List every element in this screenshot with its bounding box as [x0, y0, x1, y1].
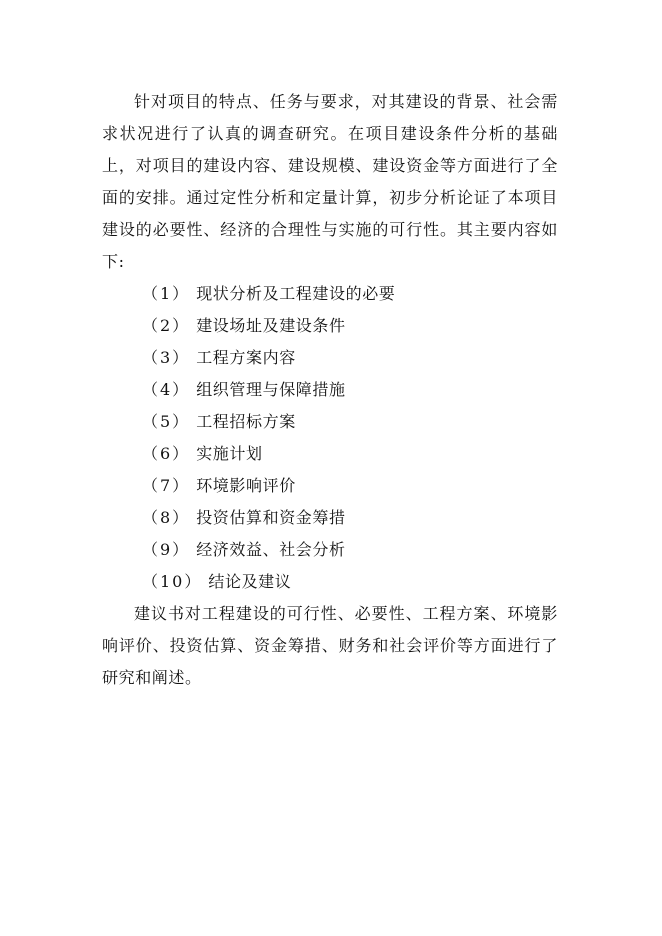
closing-paragraph: 建议书对工程建设的可行性、必要性、工程方案、环境影响评价、投资估算、资金筹措、财务和社会评价等方面进行了研究和阐述。 — [102, 604, 558, 687]
document-body — [102, 86, 558, 694]
list-item — [102, 310, 558, 342]
list-item-number: （5） — [142, 412, 191, 431]
list-item-number: （3） — [142, 348, 191, 367]
list-item-text: 组织管理与保障措施 — [196, 380, 346, 399]
list-item-number: （6） — [142, 444, 191, 463]
list-item — [102, 406, 558, 438]
list-item — [102, 566, 558, 598]
list-item-number: （10） — [142, 572, 203, 591]
list-item-text: 环境影响评价 — [196, 476, 296, 495]
content-list — [102, 278, 558, 598]
list-item-text: 实施计划 — [196, 444, 263, 463]
list-item — [102, 374, 558, 406]
list-item-text: 结论及建议 — [208, 572, 292, 591]
list-item-number: （2） — [142, 316, 191, 335]
list-item — [102, 278, 558, 310]
list-item-number: （7） — [142, 476, 191, 495]
list-item-text: 经济效益、社会分析 — [196, 540, 346, 559]
list-item — [102, 438, 558, 470]
list-item-number: （8） — [142, 508, 191, 527]
list-item-text: 工程方案内容 — [196, 348, 296, 367]
list-item-text: 投资估算和资金筹措 — [196, 508, 346, 527]
list-item-text: 现状分析及工程建设的必要 — [196, 284, 396, 303]
list-item — [102, 470, 558, 502]
list-item — [102, 534, 558, 566]
list-item-number: （1） — [142, 284, 191, 303]
list-item — [102, 342, 558, 374]
intro-paragraph: 针对项目的特点、任务与要求，对其建设的背景、社会需求状况进行了认真的调查研究。在项目建设条件分析的基础上，对项目的建设内容、建设规模、建设资金等方面进行了全面的安排。通过定性分析和定量计算，初步分析论证了本项目建设的必要性、经济的合理性与实施的可行性。其主要内容如下: — [102, 92, 558, 271]
list-item-number: （4） — [142, 380, 191, 399]
list-item-text: 工程招标方案 — [196, 412, 296, 431]
list-item — [102, 502, 558, 534]
list-item-number: （9） — [142, 540, 191, 559]
list-item-text: 建设场址及建设条件 — [196, 316, 346, 335]
